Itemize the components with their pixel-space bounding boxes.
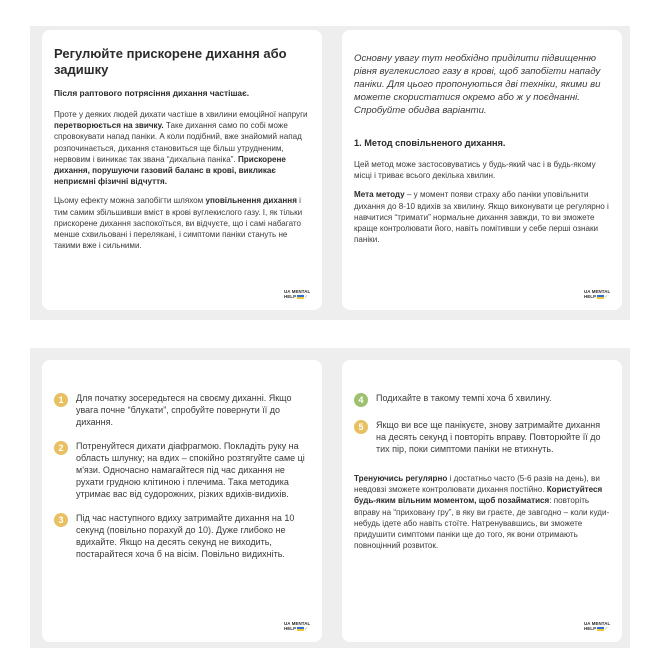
ukraine-flag-icon (597, 627, 604, 631)
step-text: Потренуйтеся дихати діафрагмою. Покладіть руку на область шлунку; на вдих – спокійно розтягуйте саме ці м'язи. Одночасно намагайтеся під час дихання не рухати грудною клітиною і плечима. Така методика утримає вас від судорожних, різких вдихів-видихів. (76, 441, 305, 499)
step-item (354, 392, 610, 407)
ua-mental-help-logo: UA MENTAL HELP ✓ (284, 289, 311, 300)
step-number-badge: 2 (54, 441, 68, 455)
ua-mental-help-logo: UA MENTAL HELP ✓ (284, 621, 311, 632)
card-title: Регулюйте прискорене дихання або задишку (54, 46, 287, 77)
card-slow-breathing-method (342, 30, 622, 310)
ukraine-flag-icon (297, 295, 304, 299)
step-item (354, 419, 610, 455)
check-icon: ✓ (604, 294, 609, 300)
step-number-badge: 3 (54, 513, 68, 527)
step-text: Для початку зосередьтеся на своєму диханні. Якщо увага почне “блукати”, спробуйте повернути її до дихання. (76, 393, 292, 427)
ua-mental-help-logo: UA MENTAL HELP ✓ (584, 289, 611, 300)
card-breathing-intro (42, 30, 322, 310)
paragraph: Проте у деяких людей дихати частіше в хвилини емоційної напруги перетворюється на звичку. Таке дихання само по собі може спровокувати напад паніки. А коли подібний, вже знайомий напад розпочинається, дихання становиться ще більш утрудненим, нервовим і виникає так звана “дихальна паніка”. Прискорене дихання, порушуючи газовий баланс в крові, викликає неприємні фізичні відчуття. (54, 110, 308, 187)
step-text: Подихайте в такому темпі хоча б хвилину. (376, 393, 552, 403)
card-lead: Після раптового потрясіння дихання частішає. (54, 88, 250, 98)
step-number-badge: 4 (354, 393, 368, 407)
paragraph: Цьому ефекту можна запобігти шляхом уповільнення дихання і тим самим збільшивши вміст в крові вуглекислого газу. І, як тільки прискорене дихання заспокоїться, ви відчуєте, що і самі набагато менше схвильовані і перелякані, і симптоми паніки стануть не такими вже і сильними. (54, 196, 303, 251)
paragraph: Цей метод може застосовуватись у будь-який час і в будь-якому місці і триває всього декілька хвилин. (354, 160, 596, 181)
check-icon: ✓ (604, 626, 609, 632)
ukraine-flag-icon (597, 295, 604, 299)
section-heading: 1. Метод сповільненого дихання. (354, 138, 506, 148)
step-item (54, 512, 310, 560)
check-icon: ✓ (304, 294, 309, 300)
ua-mental-help-logo: UA MENTAL HELP ✓ (584, 621, 611, 632)
check-icon: ✓ (304, 626, 309, 632)
step-number-badge: 1 (54, 393, 68, 407)
ukraine-flag-icon (297, 627, 304, 631)
step-item (54, 392, 310, 428)
step-item (54, 440, 310, 500)
step-text: Якщо ви все ще панікуєте, знову затримайте дихання на десять секунд і повторіть вправу. Повторюйте її до тих пір, поки симптоми паніки не втихнуть. (376, 420, 601, 454)
card-steps-1-3 (42, 360, 322, 642)
paragraph: Тренуючись регулярно і достатньо часто (5-6 разів на день), ви невдовзі зможете контролювати дихання постійно. Користуйтеся будь-яким вільним моментом, щоб позайматися: повторіть вправу на “приховану гру”, в яку ви граєте, де завгодно – коли куди-небудь ідете або навіть стоїте. Натренувавшись, ви зможете придушити симптоми паніки ще до того, як вони отримають повноцінний розвиток. (354, 474, 610, 551)
paragraph: Мета методу – у момент появи страху або паніки уповільнити дихання до 8-10 вдихів за хвилину. Якщо виконувати це регулярно і навчитися “тримати” нормальне дихання завжди, то ви зможете краще контролювати його, навіть помітивши у себе перші ознаки паніки. (354, 190, 609, 245)
step-number-badge: 5 (354, 420, 368, 434)
step-text: Під час наступного вдиху затримайте дихання на 10 секунд (повільно порахуй до 10). Дуже глибоко не вдихайте. Якщо на десять секунд не виходить, постарайтеся хоча б на вісім. Повільно видихніть. (76, 513, 295, 559)
card-steps-4-5 (342, 360, 622, 642)
card-intro: Основну увагу тут необхідно приділити підвищенню рівня вуглекислого газу в крові, щоб запобігти нападу паніки. Для цього пропонуються дві техніки, якими ви можете скористатися окремо або ж у поєднанні. Спробуйте обидва варіанти. (354, 53, 601, 116)
